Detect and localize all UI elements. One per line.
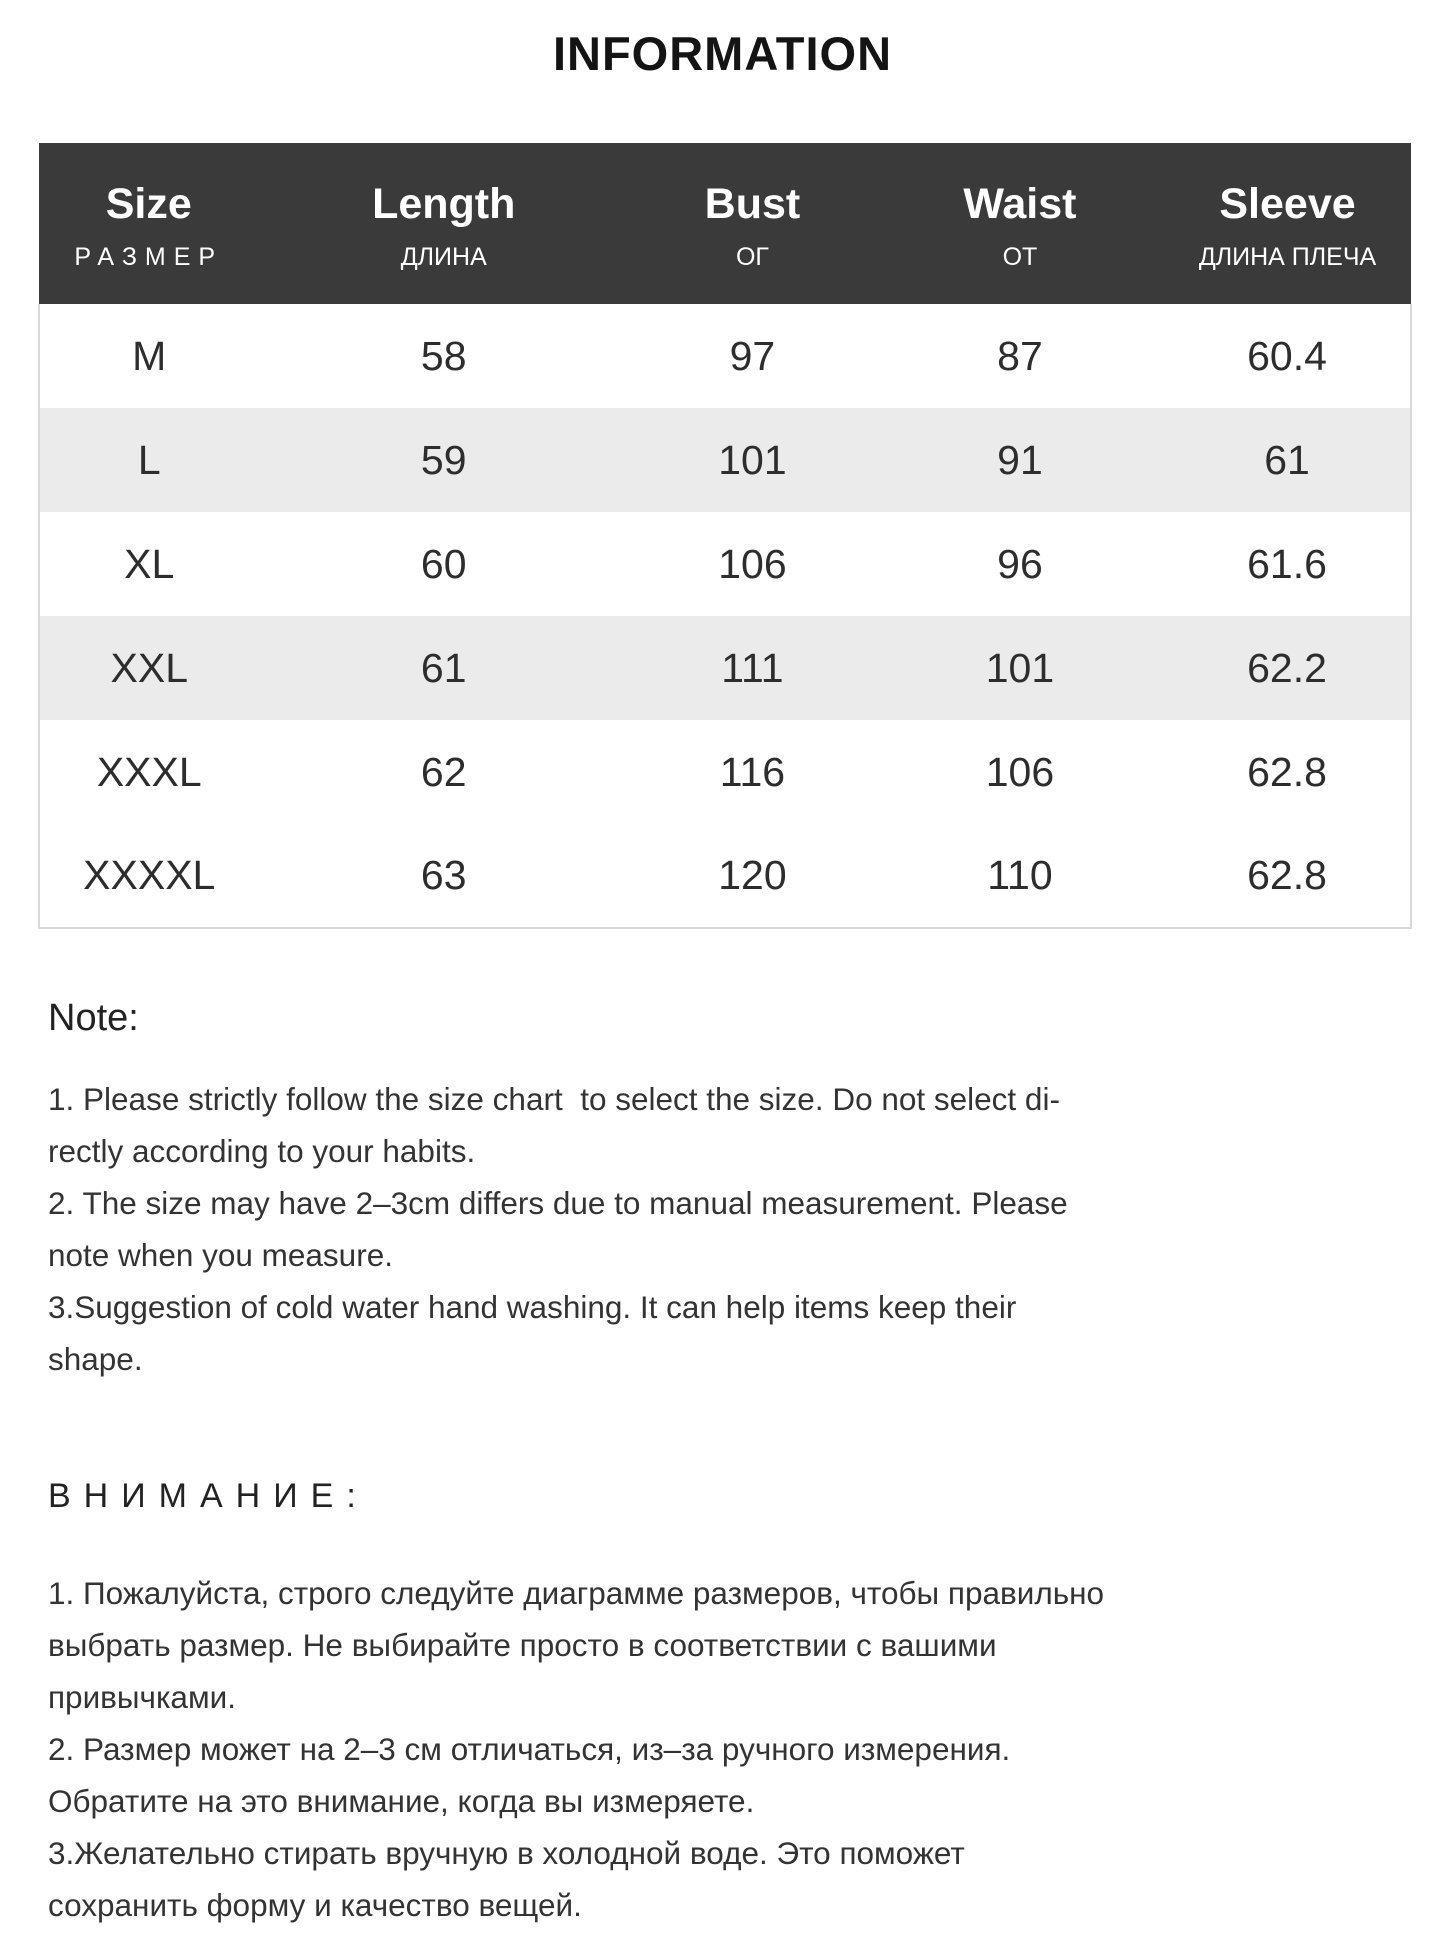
table-cell: 60.4 — [1164, 304, 1411, 408]
note-line: shape. — [48, 1341, 143, 1377]
note-section-russian — [48, 1479, 1395, 1931]
note-text-english — [48, 1073, 1395, 1385]
note-heading-russian: ВНИМАНИЕ: — [48, 1477, 369, 1515]
column-sublabel: РАЗМЕР — [74, 243, 224, 271]
table-cell: 96 — [997, 540, 1043, 587]
column-label: Waist — [963, 180, 1077, 228]
column-header-length — [259, 143, 629, 304]
table-cell: 60 — [420, 540, 467, 587]
column-header-size — [39, 143, 259, 304]
table-row-size-xl — [39, 512, 1411, 616]
note-heading-english: Note: — [48, 997, 139, 1039]
table-row-size-xxxl — [39, 720, 1411, 824]
note-line: выбрать размер. Не выбирайте просто в соответствии с вашими — [48, 1627, 997, 1663]
table-cell: M — [39, 304, 259, 408]
note-line: Обратите на это внимание, когда вы измеряете. — [48, 1783, 755, 1819]
table-cell: 87 — [997, 332, 1043, 379]
table-cell: 62 — [420, 748, 467, 795]
table-cell: 111 — [629, 616, 876, 720]
column-sublabel: ОТ — [1002, 243, 1038, 271]
table-row-size-xxxxl — [39, 824, 1411, 928]
note-line: привычками. — [48, 1679, 236, 1715]
page-title: INFORMATION — [552, 27, 893, 80]
table-cell: 62.8 — [1164, 824, 1411, 928]
note-line: 2. The size may have 2–3cm differs due to manual measurement. Please — [48, 1185, 1068, 1221]
size-chart-body — [39, 304, 1411, 928]
table-cell: 59 — [259, 408, 629, 512]
column-label: Bust — [704, 180, 801, 228]
table-cell: XL — [39, 512, 259, 616]
table-cell: 61.6 — [1164, 512, 1411, 616]
column-label: Sleeve — [1219, 180, 1356, 228]
size-chart-header — [39, 143, 1411, 304]
column-header-waist — [876, 143, 1164, 304]
table-row-size-l — [39, 408, 1411, 512]
note-line: 3.Suggestion of cold water hand washing. It can help items keep their — [48, 1289, 1017, 1325]
note-line: 3.Желательно стирать вручную в холодной воде. Это поможет — [48, 1835, 965, 1871]
column-sublabel: ДЛИНА ПЛЕЧА — [1198, 243, 1377, 271]
column-label: Size — [105, 180, 192, 228]
table-row-size-m — [39, 304, 1411, 408]
table-cell: 116 — [719, 748, 786, 795]
size-chart-header-row — [39, 143, 1411, 304]
table-cell: 106 — [718, 540, 787, 587]
note-text-russian — [48, 1567, 1395, 1931]
table-cell: XXXL — [39, 720, 259, 824]
table-cell: 120 — [629, 824, 876, 928]
note-line: 1. Please strictly follow the size chart to select the size. Do not select di- — [48, 1081, 1060, 1117]
column-sublabel: ОГ — [735, 243, 769, 271]
table-cell: 110 — [876, 824, 1164, 928]
note-line: 2. Размер может на 2–3 см отличаться, из–за ручного измерения. — [48, 1731, 1011, 1767]
product-size-information-page — [0, 27, 1445, 1931]
column-header-sleeve — [1164, 143, 1411, 304]
table-cell: 63 — [259, 824, 629, 928]
note-line: 1. Пожалуйста, строго следуйте диаграмме размеров, чтобы правильно — [48, 1575, 1105, 1611]
column-sublabel: ДЛИНА — [400, 243, 487, 271]
table-cell: 58 — [420, 332, 467, 379]
column-header-bust — [629, 143, 876, 304]
table-cell: 101 — [876, 616, 1164, 720]
table-cell: 97 — [729, 332, 776, 379]
note-line: rectly according to your habits. — [48, 1133, 476, 1169]
column-label: Length — [372, 180, 516, 228]
note-section-english — [48, 999, 1395, 1385]
table-row-size-xxl — [39, 616, 1411, 720]
table-cell: 106 — [985, 748, 1055, 795]
table-cell: XXL — [39, 616, 259, 720]
table-cell: L — [39, 408, 259, 512]
table-cell: 62.8 — [1164, 720, 1411, 824]
table-cell: 101 — [629, 408, 876, 512]
note-line: сохранить форму и качество вещей. — [48, 1887, 582, 1923]
table-cell: 62.2 — [1164, 616, 1411, 720]
size-chart-table — [38, 143, 1412, 929]
table-cell: XXXXL — [39, 824, 259, 928]
table-cell: 91 — [876, 408, 1164, 512]
table-cell: 61 — [1164, 408, 1411, 512]
table-cell: 61 — [259, 616, 629, 720]
note-line: note when you measure. — [48, 1237, 393, 1273]
